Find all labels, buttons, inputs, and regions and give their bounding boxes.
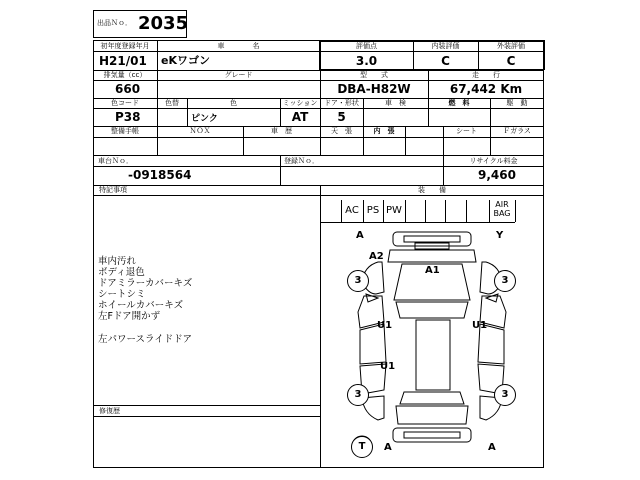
equipment-label: 装 備	[418, 186, 446, 194]
seat-label: シート	[456, 127, 477, 135]
model-label: 型 式	[360, 71, 388, 79]
interior-label: 内装評価	[431, 42, 460, 50]
doors-label: ドア・形状	[324, 99, 359, 107]
damage-door-left: U1	[377, 320, 393, 331]
damage-wheel-rr: 3	[494, 384, 516, 406]
damage-tire: T	[351, 436, 373, 458]
interior-value: C	[441, 54, 450, 68]
car-diagram	[320, 222, 544, 468]
damage-rear-right: A	[488, 442, 496, 453]
equipment-ac: AC	[345, 205, 359, 216]
history-label: 車 歴	[271, 127, 292, 135]
remarks-label: 特記事項	[99, 186, 127, 194]
score-label: 評価点	[356, 42, 377, 50]
car-name-label: 車 名	[217, 42, 260, 50]
displacement-label: 排気量（cc）	[103, 71, 147, 79]
damage-rear-left: A	[384, 442, 392, 453]
score-value: 3.0	[355, 54, 378, 68]
transmission-label: ミッション	[282, 99, 318, 107]
chassis-no-value: -0918564	[128, 168, 192, 182]
color-value: ピンク	[191, 114, 218, 124]
damage-front-left: A	[356, 230, 364, 241]
recycle-label: リサイクル料金	[469, 157, 518, 165]
inspection-label: 車 検	[385, 99, 406, 107]
first-reg-value: H21/01	[99, 54, 147, 68]
nox-label: ＮＯＸ	[189, 127, 211, 135]
mileage-label: 走 行	[472, 71, 500, 79]
damage-wheel-fr: 3	[494, 270, 516, 292]
color-label: 色	[230, 99, 237, 107]
recycle-value: 9,460	[478, 168, 516, 182]
interior-trim-label: 内 張	[373, 127, 395, 135]
grade-label: グレード	[224, 71, 253, 79]
equipment-pw: PW	[386, 205, 402, 216]
transmission-value: AT	[291, 110, 309, 124]
chassis-no-label: 車台Ｎｏ．	[98, 157, 133, 165]
equipment-airbag: AIR BAG	[493, 200, 511, 218]
remark-item: ホイールカバーキズ	[98, 300, 184, 311]
remark-item: 車内汚れ	[98, 256, 137, 267]
repair-label: 修復歴	[99, 407, 120, 415]
listing-number-box	[93, 10, 187, 38]
car-name-value: eKワゴン	[161, 54, 210, 67]
damage-roof: U1	[380, 361, 396, 372]
damage-bumper: A2	[369, 251, 384, 262]
remark-item: シートシミ	[98, 289, 146, 300]
sunroof-label: 天 張	[331, 127, 352, 135]
manual-label: 整備手帳	[111, 127, 139, 135]
damage-door-right: U1	[472, 320, 488, 331]
fuel-label: 燃 料	[448, 99, 470, 107]
remark-item: ドアミラーカバーキズ	[98, 278, 193, 289]
color-type-label: 色替	[165, 99, 179, 107]
drive-label: 駆 動	[506, 99, 528, 107]
equipment-ps: PS	[366, 205, 380, 216]
damage-hood: A1	[425, 265, 440, 276]
remark-item: ボディ退色	[98, 267, 145, 278]
reg-no-label: 登録Ｎｏ．	[284, 157, 319, 165]
listing-number: 2035	[138, 13, 189, 34]
first-reg-label: 初年度登録年月	[100, 42, 150, 50]
remark-item: 左パワースライドドア	[98, 334, 192, 345]
exterior-label: 外装評価	[497, 42, 525, 50]
exterior-value: C	[506, 54, 516, 68]
damage-front-right: Y	[496, 230, 504, 241]
model-value: DBA-H82W	[337, 82, 411, 96]
f-glass-label: Ｆガラス	[503, 127, 531, 135]
damage-wheel-rl: 3	[347, 384, 369, 406]
damage-wheel-fl: 3	[347, 270, 369, 292]
listing-number-label: 出品Ｎｏ．	[97, 19, 132, 27]
mileage-value: 67,442 Km	[449, 82, 523, 96]
displacement-value: 660	[115, 82, 141, 96]
remark-item: 左Fドア開かず	[98, 311, 161, 322]
color-code-label: 色コード	[111, 99, 139, 107]
color-code-value: P38	[115, 110, 141, 124]
doors-value: 5	[337, 110, 346, 124]
